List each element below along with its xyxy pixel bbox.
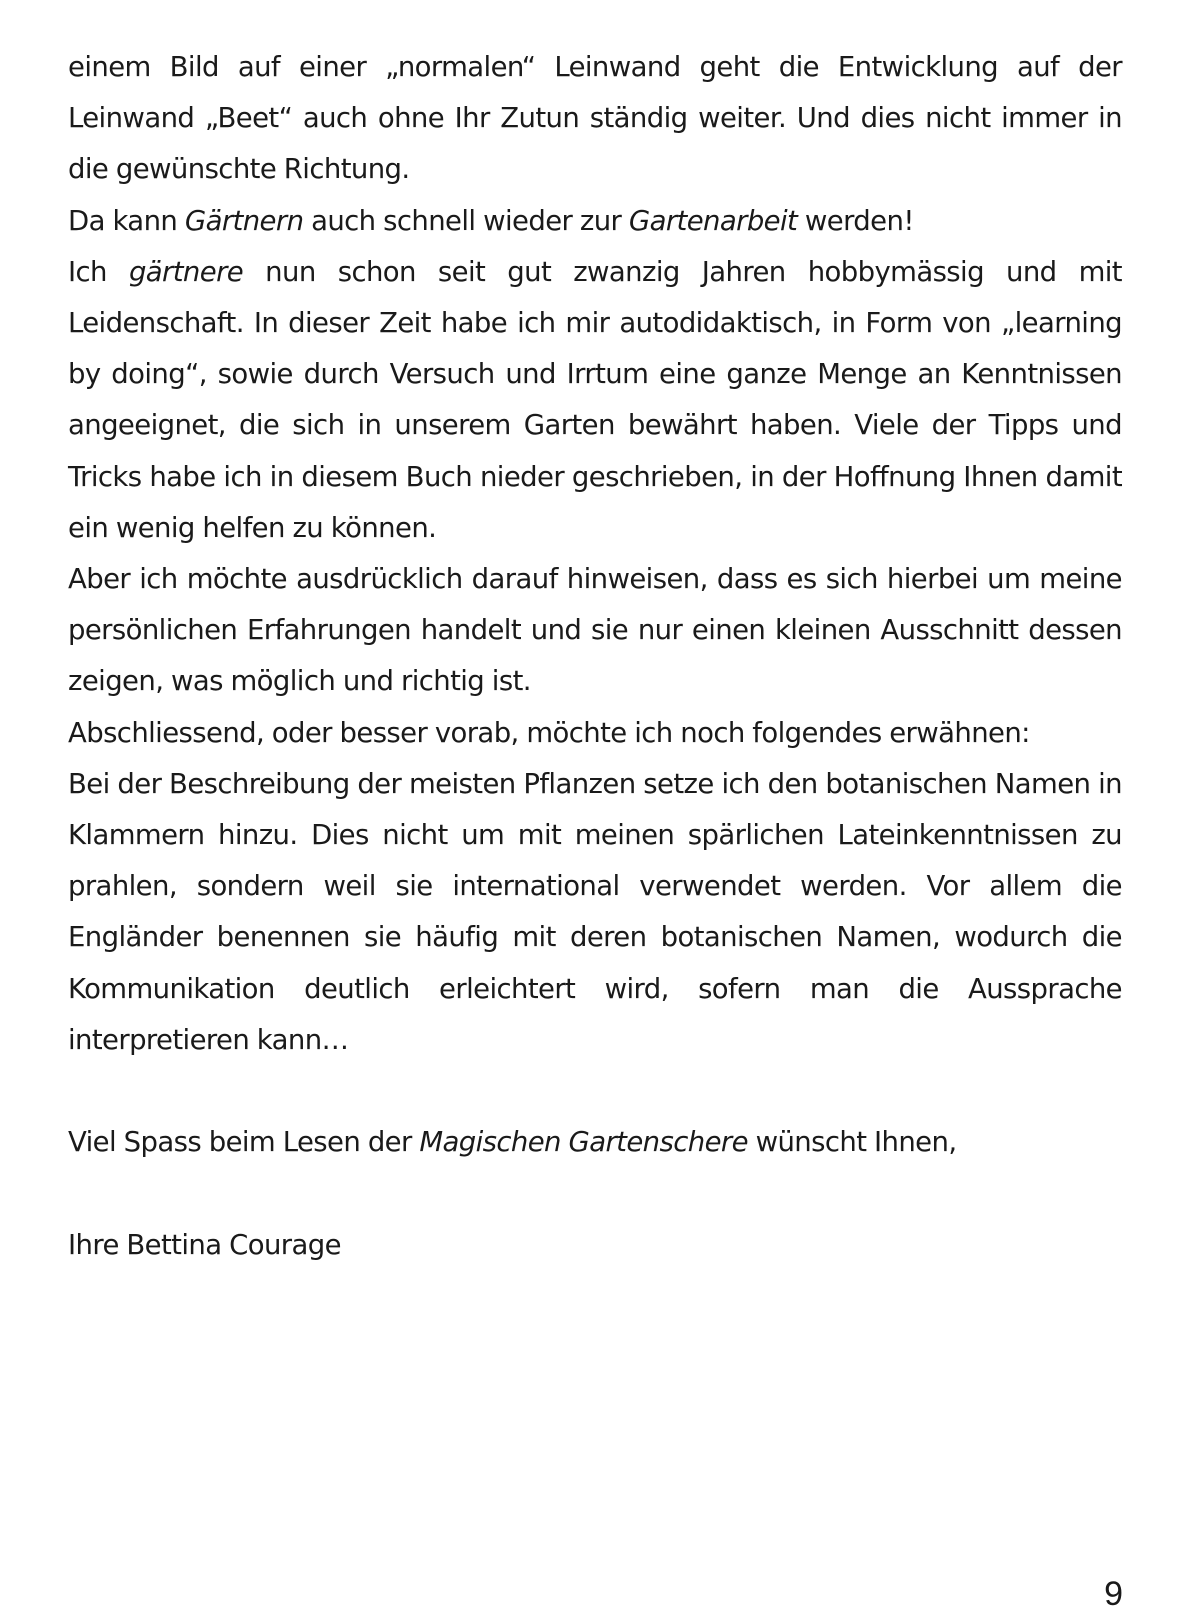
text-run: Da kann	[68, 204, 185, 237]
italic-term-gaertnern: Gärtnern	[184, 204, 304, 237]
italic-term-gaertnere: gärtnere	[128, 255, 244, 288]
author-signature: Ihre Bettina Courage	[68, 1228, 341, 1261]
blank-line	[68, 1066, 1122, 1117]
text-run: auch schnell wieder zur	[303, 204, 629, 237]
paragraph-canvas-development: einem Bild auf einer „normalen“ Leinwand geht die Entwicklung auf der Leinwand „Beet“ auch ohne Ihr Zutun ständig weiter. Und dies nicht immer in die gewünschte Richtung.	[68, 51, 1122, 186]
text-run: nun schon seit gut zwanzig Jahren hobbymässig und mit Leidenschaft. In dieser Zeit habe ich mir autodidaktisch, in Form von „learning by doing“, sowie durch Versuch und Irrtum eine ganze Menge an Kenntnissen angeeignet, die sich in unserem Garten bewährt haben. Viele der Tipps und Tricks habe ich in diesem Buch nieder geschrieben, in der Hoffnung Ihnen damit ein wenig helfen zu können.	[68, 255, 1122, 544]
italic-book-title: Magischen Gartenschere	[419, 1126, 748, 1159]
text-run: werden!	[797, 204, 914, 237]
italic-term-gartenarbeit: Gartenarbeit	[628, 204, 798, 237]
page-number: 9	[1104, 1575, 1123, 1613]
paragraph-closing-intro: Abschliessend, oder besser vorab, möchte ich noch folgendes erwähnen:	[68, 716, 1030, 749]
paragraph-reading-wish	[68, 1117, 1122, 1168]
blank-line	[68, 1168, 1122, 1219]
paragraph-author-experience	[68, 247, 1122, 554]
paragraph-disclaimer: Aber ich möchte ausdrücklich darauf hinweisen, dass es sich hierbei um meine persönlichen Erfahrungen handelt und sie nur einen kleinen Ausschnitt dessen zeigen, was möglich und richtig ist.	[68, 563, 1122, 698]
body-text	[68, 42, 1122, 1271]
text-run: Viel Spass beim Lesen der	[68, 1126, 420, 1159]
text-run: wünscht Ihnen,	[747, 1126, 957, 1159]
paragraph-botanical-names: Bei der Beschreibung der meisten Pflanzen setze ich den botanischen Namen in Klammern hinzu. Dies nicht um mit meinen spärlichen Lateinkenntnissen zu prahlen, sondern weil sie international verwendet werden. Vor allem die Engländer benennen sie häufig mit deren botanischen Namen, wodurch die Kommunikation deutlich erleichtert wird, sofern man die Aussprache interpretieren kann…	[68, 767, 1122, 1056]
paragraph-gardening-work	[68, 196, 1122, 247]
text-run: Ich	[68, 255, 129, 288]
